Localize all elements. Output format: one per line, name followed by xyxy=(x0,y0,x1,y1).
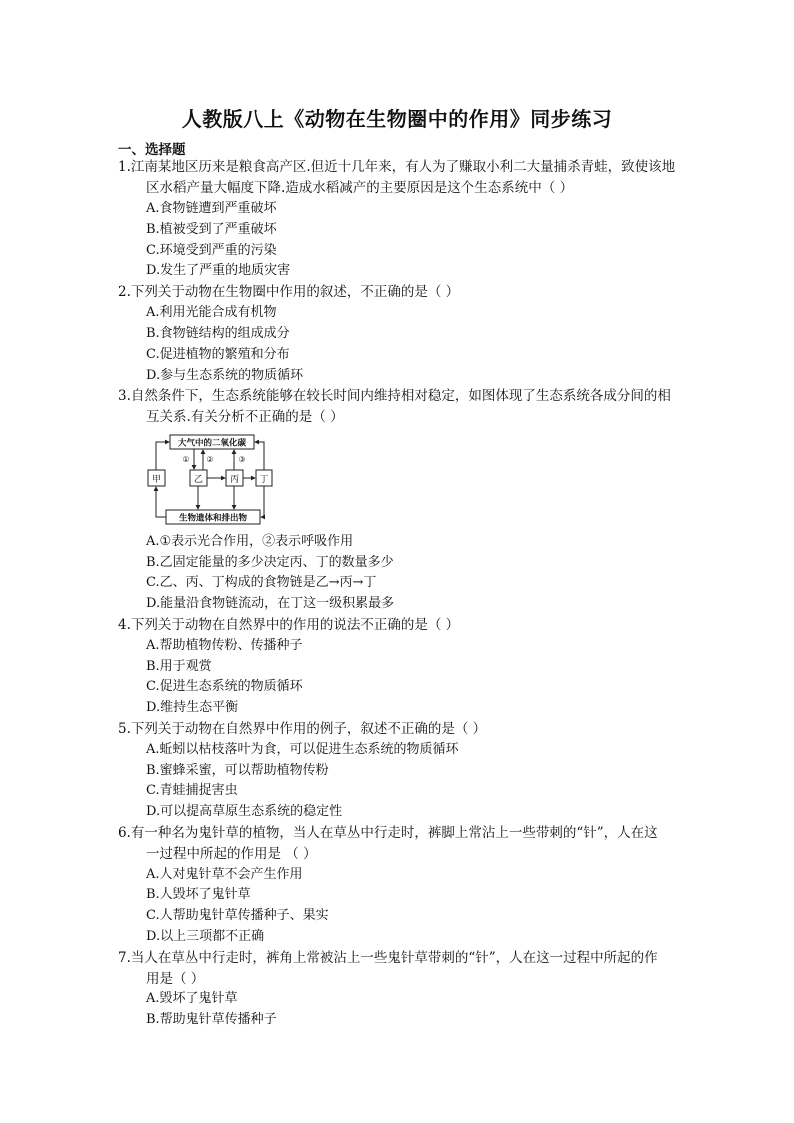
question-4-option-c: C.促进生态系统的物质循环 xyxy=(146,679,303,694)
page-title: 人教版八上《动物在生物圈中的作用》同步练习 xyxy=(181,107,613,131)
question-7-line-2: 用是（ ） xyxy=(146,971,205,987)
section-heading: 一、选择题 xyxy=(118,142,186,158)
question-2-line-1: 2.下列关于动物在生物圈中作用的叙述，不正确的是（ ） xyxy=(118,284,460,300)
node-ding-label: 丁 xyxy=(259,475,269,485)
question-4-option-d: D.维持生态平衡 xyxy=(146,700,239,715)
ecosystem-diagram xyxy=(146,432,274,526)
diagram-mark-3: ③ xyxy=(238,455,246,464)
question-5-option-c: C.青蛙捕捉害虫 xyxy=(146,783,238,798)
question-5-option-d: D.可以提高草原生态系统的稳定性 xyxy=(146,804,343,819)
question-6-line-1: 6.有一种名为鬼针草的植物，当人在草丛中行走时，裤脚上常沾上一些带刺的“针”，人在这 xyxy=(118,825,658,841)
question-3-option-b: B.乙固定能量的多少决定丙、丁的数量多少 xyxy=(146,555,394,570)
question-1-line-2: 区水稻产量大幅度下降.造成水稻减产的主要原因是这个生态系统中（ ） xyxy=(146,180,574,196)
question-3-line-1: 3.自然条件下，生态系统能够在较长时间内维持相对稳定，如图体现了生态系统各成分间的相 xyxy=(118,388,671,404)
question-7-option-b: B.帮助鬼针草传播种子 xyxy=(146,1012,277,1027)
question-3-option-d: D.能量沿食物链流动，在丁这一级积累最多 xyxy=(146,596,395,611)
question-7-option-a: A.毁坏了鬼针草 xyxy=(146,991,238,1006)
remains-box-label: 生物遗体和排出物 xyxy=(178,513,248,524)
question-3-option-a: A.①表示光合作用，②表示呼吸作用 xyxy=(146,534,354,549)
question-1-option-c: C.环境受到严重的污染 xyxy=(146,243,277,258)
question-1-option-a: A.食物链遭到严重破坏 xyxy=(146,201,277,216)
question-1-line-1: 1.江南某地区历来是粮食高产区.但近十几年来，有人为了赚取小利二大量捕杀青蛙，致使该地 xyxy=(118,159,676,175)
question-4-line-1: 4.下列关于动物在自然界中的作用的说法不正确的是（ ） xyxy=(118,617,460,633)
node-yi-label: 乙 xyxy=(193,475,204,485)
question-2-option-a: A.利用光能合成有机物 xyxy=(146,305,277,320)
question-2-option-b: B.食物链结构的组成成分 xyxy=(146,326,290,341)
node-jia-label: 甲 xyxy=(151,475,162,485)
question-2-option-d: D.参与生态系统的物质循环 xyxy=(146,368,304,383)
question-5-line-1: 5.下列关于动物在自然界中作用的例子，叙述不正确的是（ ） xyxy=(118,721,487,737)
question-6-option-b: B.人毁坏了鬼针草 xyxy=(146,887,251,902)
question-4-option-a: A.帮助植物传粉、传播种子 xyxy=(146,638,303,653)
question-2-option-c: C.促进植物的繁殖和分布 xyxy=(146,347,290,362)
question-1-option-b: B.植被受到了严重破坏 xyxy=(146,222,277,237)
question-3-option-c: C.乙、丙、丁构成的食物链是乙→丙→丁 xyxy=(146,575,377,590)
diagram-mark-2: ② xyxy=(206,455,214,464)
question-1-option-d: D.发生了严重的地质灾害 xyxy=(146,263,291,278)
diagram-mark-1: ① xyxy=(182,455,190,464)
question-5-option-b: B.蜜蜂采蜜，可以帮助植物传粉 xyxy=(146,763,329,778)
co2-box-label: 大气中的二氧化碳 xyxy=(177,438,247,449)
question-6-option-d: D.以上三项都不正确 xyxy=(146,929,265,944)
node-bing-label: 丙 xyxy=(229,475,240,485)
question-6-line-2: 一过程中所起的作用是 （ ） xyxy=(146,846,317,862)
question-3-line-2: 互关系.有关分析不正确的是（ ） xyxy=(146,409,344,425)
question-7-line-1: 7.当人在草丛中行走时，裤角上常被沾上一些鬼针草带刺的“针”，人在这一过程中所起的作 xyxy=(118,950,658,966)
question-4-option-b: B.用于观赏 xyxy=(146,659,212,674)
question-5-option-a: A.蚯蚓以枯枝落叶为食，可以促进生态系统的物质循环 xyxy=(146,742,459,757)
question-6-option-a: A.人对鬼针草不会产生作用 xyxy=(146,867,303,882)
question-6-option-c: C.人帮助鬼针草传播种子、果实 xyxy=(146,908,329,923)
